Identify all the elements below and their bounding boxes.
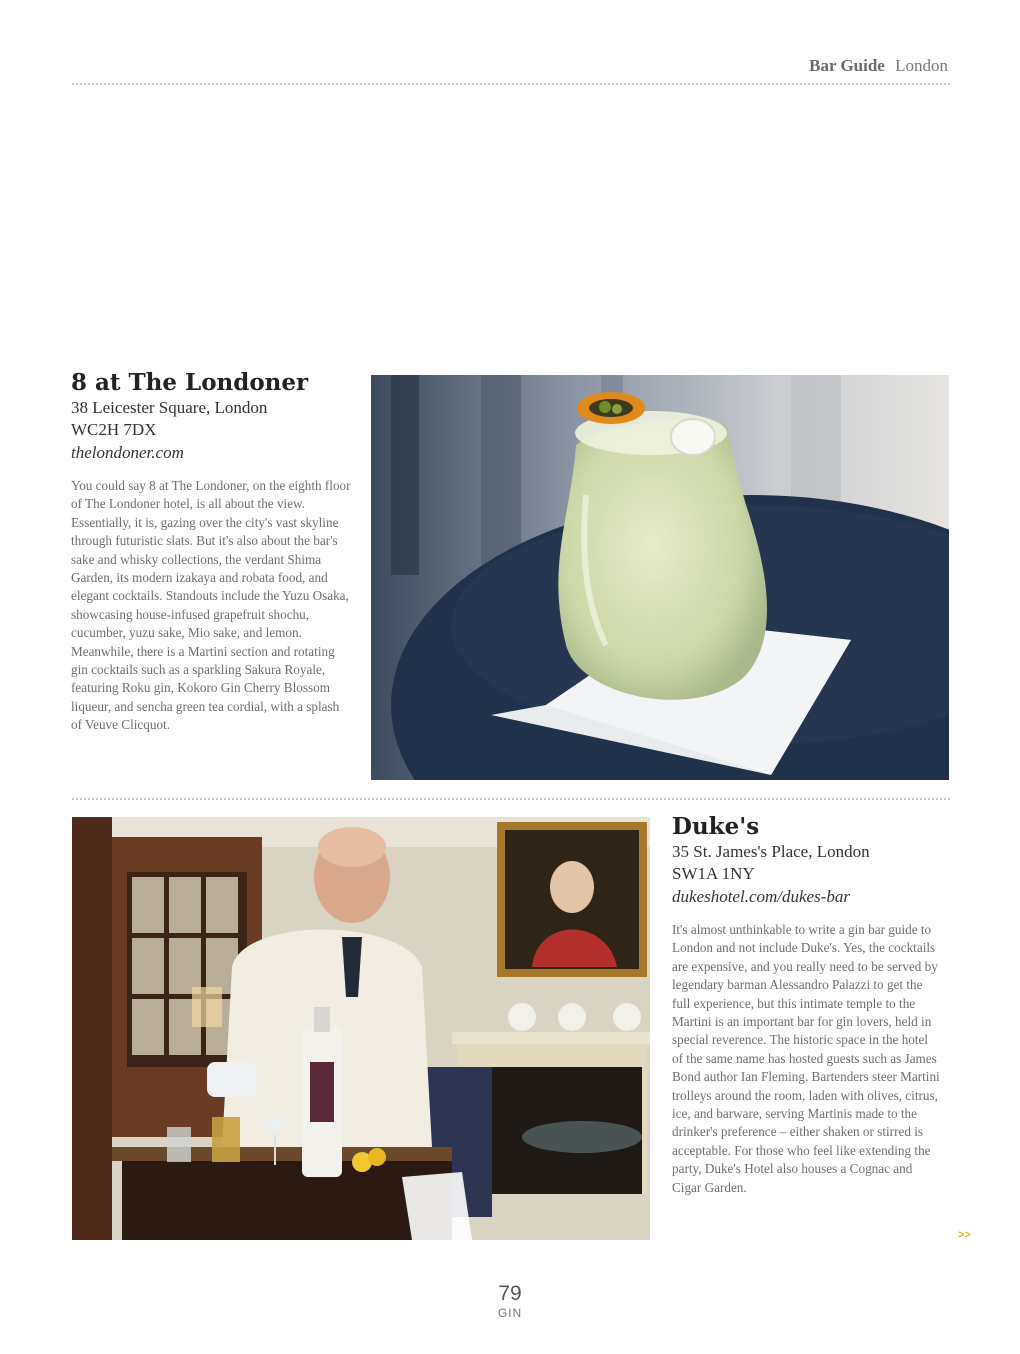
venue-1-address-line2: WC2H 7DX <box>71 420 157 439</box>
venue-2-photo <box>72 817 650 1240</box>
venue-1-name: 8 at The Londoner <box>71 369 309 396</box>
continue-marker: >> <box>958 1229 971 1241</box>
section-divider <box>72 798 950 800</box>
venue-2-address-line2: SW1A 1NY <box>672 864 755 883</box>
venue-2-address-line1: 35 St. James's Place, London <box>672 842 870 861</box>
venue-2-website[interactable]: dukeshotel.com/dukes-bar <box>672 887 850 906</box>
venue-2-description: It's almost unthinkable to write a gin bar guide to London and not include Duke's. Yes, the cocktails are expensive, and you really need to be served by legendary barman Alessandro Palazzi to get the full experience, but this intimate temple to the Martini is an important bar for gin lovers, held in special reverence. The historic space in the hotel of the same name has hosted guests such as James Bond author Ian Fleming. Bartenders steer Martini trolleys around the room, laden with olives, citrus, ice, and barware, serving Martinis made to the drinker's preference – either shaken or stirred is acceptable. For those who feel like extending the party, Duke's Hotel also houses a Cognac and Cigar Garden. <box>672 922 940 1195</box>
venue-2-name: Duke's <box>672 813 760 840</box>
page-label: GIN <box>497 1306 523 1320</box>
page-number: 79 <box>498 1282 522 1305</box>
venue-1-description: You could say 8 at The Londoner, on the eighth floor of The Londoner hotel, is all about the view. Essentially, it is, gazing over the city's vast skyline through futuristic slats. But it's also about the bar's sake and whisky collections, the verdant Shima Garden, its modern izakaya and robata food, and elegant cocktails. Standouts include the Yuzu Osaka, showcasing house-infused grapefruit shochu, cucumber, yuzu sake, Mio sake, and lemon. Meanwhile, there is a Martini section and rotating gin cocktails such as a sparkling Sakura Royale, featuring Roku gin, Kokoro Gin Cherry Blossom liqueur, and sencha green tea cordial, with a splash of Veuve Clicquot. <box>71 478 351 733</box>
page-footer <box>0 1282 1020 1320</box>
venue-1-address-line1: 38 Leicester Square, London <box>71 398 268 417</box>
header-city: London <box>895 56 948 75</box>
header-section: Bar Guide <box>809 56 885 75</box>
venue-1-text <box>71 368 351 735</box>
venue-1-website[interactable]: thelondoner.com <box>71 443 184 462</box>
venue-2-text <box>672 812 940 1197</box>
running-header <box>809 56 948 76</box>
venue-1-photo <box>371 375 949 780</box>
header-divider <box>72 83 950 85</box>
